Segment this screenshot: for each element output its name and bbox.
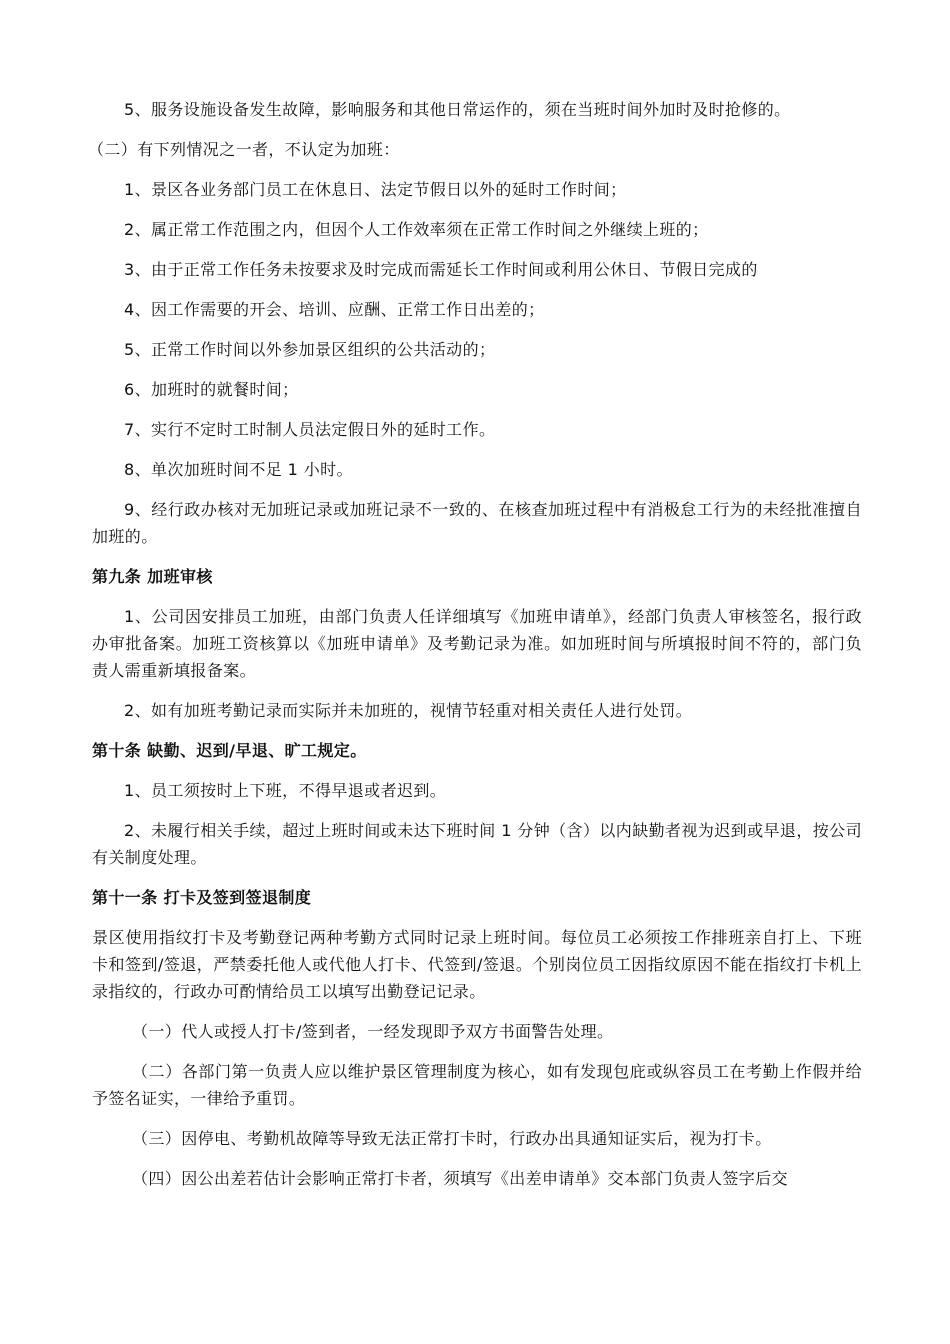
list-item-8: 8、单次加班时间不足 1 小时。	[124, 460, 353, 479]
list-item-2: 2、属正常工作范围之内，但因个人工作效率须在正常工作时间之外继续上班的；	[124, 220, 709, 239]
list-item-6: 6、加班时的就餐时间；	[124, 380, 299, 399]
article-11-item-2: （二）各部门第一负责人应以维护景区管理制度为核心，如有发现包庇或纵容员工在考勤上作假并给予签名证实，一律给予重罚。	[92, 1062, 862, 1108]
article-10-heading: 第十条 缺勤、迟到/早退、旷工规定。	[92, 741, 367, 760]
article-11-item-4: （四）因公出差若估计会影响正常打卡者，须填写《出差申请单》交本部门负责人签字后交	[132, 1169, 789, 1188]
list-item-1: 1、景区各业务部门员工在休息日、法定节假日以外的延时工作时间；	[124, 180, 627, 199]
article-10-item-1: 1、员工须按时上下班，不得早退或者迟到。	[124, 781, 447, 800]
list-item-5: 5、正常工作时间以外参加景区组织的公共活动的；	[124, 340, 496, 359]
list-item-9: 9、经行政办核对无加班记录或加班记录不一致的、在核查加班过程中有消极怠工行为的未经批准擅自加班的。	[92, 500, 862, 546]
article-9-item-2: 2、如有加班考勤记录而实际并未加班的，视情节轻重对相关责任人进行处罚。	[124, 701, 693, 720]
article-10-item-2: 2、未履行相关手续，超过上班时间或未达下班时间 1 分钟（含）以内缺勤者视为迟到或早退，按公司有关制度处理。	[92, 821, 862, 867]
list-item-7: 7、实行不定时工时制人员法定假日外的延时工作。	[124, 420, 496, 439]
list-item-4: 4、因工作需要的开会、培训、应酬、正常工作日出差的；	[124, 300, 545, 319]
paragraph-item-5: 5、服务设施设备发生故障，影响服务和其他日常运作的，须在当班时间外加时及时抢修的。	[124, 100, 791, 119]
list-item-3: 3、由于正常工作任务未按要求及时完成而需延长工作时间或利用公休日、节假日完成的	[124, 260, 758, 279]
article-11-heading: 第十一条 打卡及签到签退制度	[92, 888, 312, 907]
section-heading-not-overtime: （二）有下列情况之一者，不认定为加班：	[88, 140, 400, 159]
article-9-item-1: 1、公司因安排员工加班，由部门负责人任详细填写《加班申请单》，经部门负责人审核签名，报行政办审批备案。加班工资核算以《加班申请单》及考勤记录为准。如加班时间与所填报时间不符的，部门负责人需重新填报备案。	[92, 607, 862, 680]
article-9-heading: 第九条 加班审核	[92, 567, 213, 586]
article-11-item-1: （一）代人或授人打卡/签到者，一经发现即予双方书面警告处理。	[132, 1022, 614, 1041]
document-page	[88, 96, 862, 1205]
article-11-intro: 景区使用指纹打卡及考勤登记两种考勤方式同时记录上班时间。每位员工必须按工作排班亲自打上、下班卡和签到/签退，严禁委托他人或代他人打卡、代签到/签退。个别岗位员工因指纹原因不能在指纹打卡机上录指纹的，行政办可酌情给员工以填写出勤登记记录。	[92, 928, 862, 1001]
article-11-item-3: （三）因停电、考勤机故障等导致无法正常打卡时，行政办出具通知证实后，视为打卡。	[132, 1129, 772, 1148]
